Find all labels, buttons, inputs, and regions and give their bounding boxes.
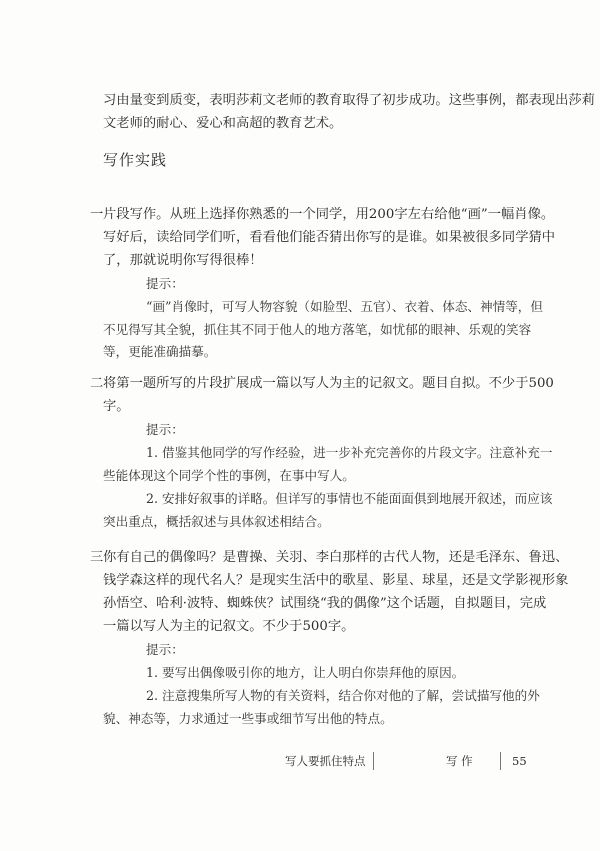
footer-unit-title: 写人要抓住特点 bbox=[285, 754, 366, 768]
text-line: 孙悟空、哈利·波特、蜘蛛侠？试围绕“我的偶像”这个话题，自拟题目，完成 bbox=[103, 596, 547, 611]
text-line: 文老师的耐心、爱心和高超的教育艺术。 bbox=[103, 116, 343, 131]
footer-section: 写 作 bbox=[446, 754, 473, 768]
hint-label: 提示： bbox=[146, 422, 184, 437]
hint-line: “画”肖像时，可写人物容貌（如脸型、五官）、衣着、体态、神情等，但 bbox=[146, 299, 543, 314]
hint-line: 1. 要写出偶像吸引你的地方，让人明白你崇拜他的原因。 bbox=[146, 665, 465, 680]
hint-line: 突出重点，概括叙述与具体叙述相结合。 bbox=[103, 514, 330, 529]
text-line: 字。 bbox=[103, 399, 130, 414]
text-line: 习由量变到质变，表明莎莉文老师的教育取得了初步成功。这些事例，都表现出莎莉 bbox=[103, 93, 595, 108]
text-line: 将第一题所写的片段扩展成一篇以写人为主的记叙文。题目自拟。不少于500 bbox=[103, 376, 554, 391]
exercise-number: 一 bbox=[90, 207, 104, 222]
hint-line: 2. 注意搜集所写人物的有关资料，结合你对他的了解，尝试描写他的外 bbox=[146, 688, 540, 703]
hint-line: 不见得写其全貌，抓住其不同于他人的地方落笔，如忧郁的眼神、乐观的笑容 bbox=[103, 322, 532, 337]
text-line: 一篇以写人为主的记叙文。不少于500字。 bbox=[103, 619, 355, 634]
hint-line: 2. 安排好叙事的详略。但详写的事情也不能面面俱到地展开叙述，而应该 bbox=[146, 491, 553, 506]
text-line: 你有自己的偶像吗？是曹操、关羽、李白那样的古代人物，还是毛泽东、鲁迅、 bbox=[103, 550, 569, 565]
hint-line: 等，更能准确描摹。 bbox=[103, 344, 217, 359]
text-line: 了，那就说明你写得很棒！ bbox=[103, 253, 263, 268]
footer-divider bbox=[500, 752, 501, 770]
text-line: 钱学森这样的现代名人？是现实生活中的歌星、影星、球星，还是文学影视形象 bbox=[103, 573, 569, 588]
exercise-number: 二 bbox=[90, 376, 104, 391]
hint-line: 貌、神态等，力求通过一些事或细节写出他的特点。 bbox=[103, 711, 393, 726]
footer-divider bbox=[373, 752, 374, 770]
hint-line: 些能体现这个同学个性的事例，在事中写人。 bbox=[103, 468, 355, 483]
text-line: 写好后，读给同学们听，看看他们能否猜出你写的是谁。如果被很多同学猜中 bbox=[103, 230, 556, 245]
text-line: 片段写作。从班上选择你熟悉的一个同学，用200字左右给他“画”一幅肖像。 bbox=[103, 207, 555, 222]
exercise-number: 三 bbox=[90, 550, 104, 565]
hint-line: 1. 借鉴其他同学的写作经验，进一步补充完善你的片段文字。注意补充一 bbox=[146, 445, 553, 460]
page-number: 55 bbox=[512, 754, 527, 768]
hint-label: 提示： bbox=[146, 276, 184, 291]
section-title: 写作实践 bbox=[103, 151, 168, 169]
hint-label: 提示： bbox=[146, 642, 184, 657]
